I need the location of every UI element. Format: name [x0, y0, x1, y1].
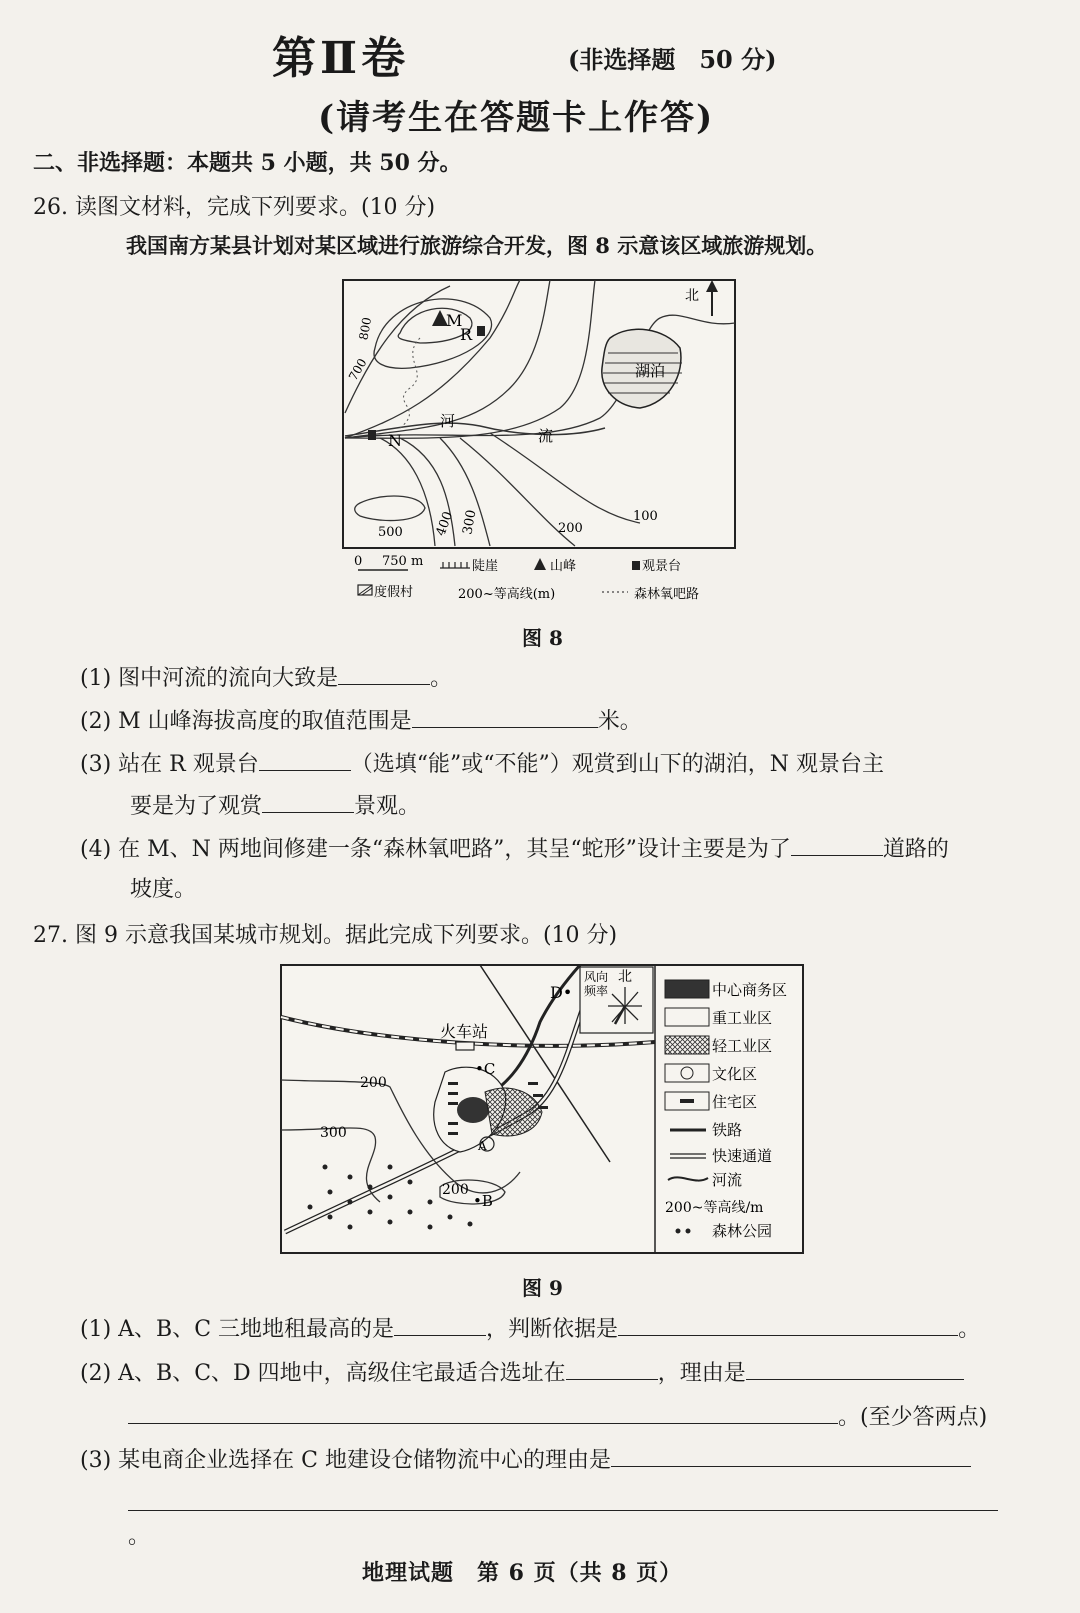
q27-item-1: [80, 1313, 1020, 1346]
fig9-north-label: 北: [618, 969, 632, 985]
q27-1-end: 。: [958, 1317, 981, 1342]
q27-3-end: 。: [128, 1524, 151, 1549]
fig8-contour-100: 100: [633, 509, 658, 524]
fig9-legend-river: 河流: [712, 1171, 743, 1189]
q26-2-end: 米。: [597, 709, 642, 734]
fig8-contour-200: 200: [558, 521, 583, 536]
q26-item-4: [80, 833, 1020, 866]
paper-subtitle: (请考生在答题卡上作答): [318, 98, 715, 138]
viewing-platform-icon: [368, 430, 376, 440]
answer-blank: [338, 662, 430, 685]
fig8-lake-label: 湖泊: [635, 362, 666, 380]
fig8-label-r: R: [460, 325, 473, 344]
q26-2-text: (2) M 山峰海拔高度的取值范围是: [80, 709, 412, 734]
fig9-contour-200b: 200: [442, 1182, 469, 1198]
fig9-legend-railway: 铁路: [712, 1121, 743, 1139]
fig9-label-c: •C: [475, 1060, 496, 1078]
fig9-legend-residential: 住宅区: [712, 1093, 758, 1111]
fig8-river-label-1: 河: [440, 412, 456, 430]
viewing-platform-icon: [632, 561, 640, 570]
q27-1-text: (1) A、B、C 三地地租最高的是: [80, 1317, 395, 1342]
viewing-platform-icon: [477, 326, 485, 336]
fig8-contour-800: 800: [356, 316, 375, 342]
fig9-label-b: •B: [473, 1192, 493, 1210]
fig8-scale-zero: 0: [354, 554, 363, 569]
answer-blank: [611, 1444, 971, 1467]
cliff-icon: [440, 562, 470, 568]
fig9-legend-contour: 200~等高线/m: [665, 1200, 764, 1216]
q26-item-1: [80, 662, 452, 695]
fig9-label-d: D•: [550, 983, 573, 1002]
answer-blank: [412, 705, 598, 728]
fig8-river-label-2: 流: [538, 427, 554, 445]
fig9-legend-heavy: 重工业区: [712, 1009, 773, 1027]
q27-item-2: [80, 1357, 1020, 1390]
page-footer: 地理试题 第 6 页（共 8 页）: [362, 1560, 683, 1586]
fig9-legend-culture: 文化区: [712, 1065, 758, 1083]
fig8-legend-trail: 森林氧吧路: [634, 587, 700, 602]
q27-2-end: 。(至少答两点): [838, 1405, 988, 1430]
question-27-heading: 27. 图 9 示意我国某城市规划。据此完成下列要求。(10 分): [33, 923, 618, 948]
answer-blank: [394, 1313, 486, 1336]
figure-8-caption: 图 8: [522, 626, 563, 650]
fig8-contour-400: 400: [433, 509, 457, 539]
fig9-legend-forest: 森林公园: [712, 1222, 773, 1240]
q27-2-text-2: ，理由是: [657, 1361, 746, 1386]
figure-8-map: [340, 278, 740, 608]
q27-item-3: [80, 1444, 1020, 1477]
q27-1-text-2: ，判断依据是: [486, 1317, 619, 1342]
q26-4-text-2: 道路的: [882, 837, 949, 862]
fig8-north-label: 北: [685, 288, 699, 304]
answer-blank: [128, 1401, 838, 1424]
fig8-label-n: N: [388, 431, 402, 450]
fig8-legend-peak: 山峰: [550, 559, 577, 574]
answer-blank: [262, 790, 354, 813]
q26-4-text: (4) 在 M、N 两地间修建一条“森林氧吧路”，其呈“蛇形”设计主要是为了: [80, 837, 791, 862]
peak-icon: [534, 558, 546, 570]
fig9-legend-light: 轻工业区: [712, 1037, 773, 1055]
fig9-legend-cbd: 中心商务区: [712, 981, 788, 999]
figure-9-map: [280, 962, 806, 1256]
q26-3-text: (3) 站在 R 观景台: [80, 752, 259, 777]
fig9-freq-label: 频率: [584, 984, 609, 998]
fig9-contour-300: 300: [320, 1125, 347, 1141]
q27-3-text: (3) 某电商企业选择在 C 地建设仓储物流中心的理由是: [80, 1448, 611, 1473]
answer-blank: [791, 833, 883, 856]
q26-3-text-2: （选填“能”或“不能”）观赏到山下的湖泊，N 观景台主: [350, 752, 884, 777]
fig8-contour-500: 500: [378, 525, 403, 540]
q27-item-2-cont: [128, 1401, 1018, 1434]
section-heading: 二、非选择题：本题共 5 小题，共 50 分。: [33, 150, 462, 176]
paper-title: 第Ⅱ卷: [272, 33, 410, 84]
fig8-contour-700: 700: [345, 356, 370, 383]
q26-item-4-cont: 坡度。: [130, 877, 197, 902]
fig8-contour-300: 300: [460, 508, 480, 536]
answer-blank: [259, 748, 351, 771]
answer-blank: [618, 1313, 958, 1336]
cbd-zone: [457, 1097, 489, 1123]
fig8-scale-label: 750 m: [382, 554, 424, 569]
q26-1-text: (1) 图中河流的流向大致是: [80, 666, 339, 691]
train-station-icon: [456, 1042, 474, 1050]
answer-blank: [128, 1488, 998, 1511]
paper-title-score: (非选择题 50 分): [568, 45, 777, 74]
q26-item-2: [80, 705, 642, 738]
fig8-label-m: M: [446, 311, 463, 330]
answer-blank: [746, 1357, 964, 1380]
fig9-contour-200: 200: [360, 1075, 387, 1091]
fig8-legend-resort: 度假村: [374, 585, 414, 600]
q26-item-3-cont: [130, 790, 420, 823]
question-26-heading: 26. 读图文材料，完成下列要求。(10 分): [33, 195, 436, 220]
question-26-intro: 我国南方某县计划对某区域进行旅游综合开发，图 8 示意该区域旅游规划。: [126, 233, 828, 258]
answer-blank: [566, 1357, 658, 1380]
q27-item-3-cont: [128, 1488, 1018, 1553]
fig9-wind-label: 风向: [584, 970, 609, 984]
fig9-station-label: 火车站: [440, 1022, 489, 1041]
fig8-legend-cliff: 陡崖: [472, 559, 499, 574]
q26-3-end: 景观。: [354, 794, 421, 819]
q26-1-end: 。: [430, 666, 453, 691]
q26-item-3: [80, 748, 1020, 781]
fig9-legend-expressway: 快速通道: [712, 1147, 773, 1165]
fig8-legend-viewing: 观景台: [642, 559, 682, 574]
fig9-label-a: A: [478, 1139, 487, 1153]
figure-9-caption: 图 9: [522, 1276, 563, 1300]
q27-2-text: (2) A、B、C、D 四地中，高级住宅最适合选址在: [80, 1361, 566, 1386]
fig8-legend-contour: 200~等高线(m): [458, 587, 556, 602]
q26-3-text-3: 要是为了观赏: [130, 794, 263, 819]
